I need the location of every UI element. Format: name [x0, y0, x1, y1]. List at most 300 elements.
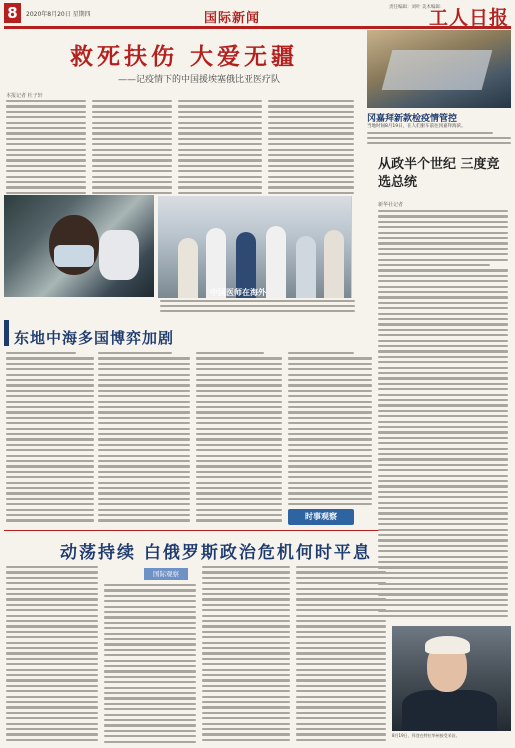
text-line [92, 165, 172, 167]
text-line [378, 518, 508, 520]
text-line [202, 696, 290, 698]
text-line [378, 210, 508, 212]
text-line [288, 417, 372, 419]
text-line [6, 519, 94, 521]
text-line [268, 122, 354, 124]
text-line [6, 625, 98, 627]
text-line [196, 498, 282, 500]
overseas-team-photo [158, 196, 352, 298]
text-line [6, 476, 94, 478]
text-line [98, 433, 190, 435]
text-line [268, 176, 354, 178]
text-line [98, 503, 190, 505]
text-line [296, 690, 386, 692]
text-line [92, 170, 172, 172]
text-line [378, 599, 508, 601]
text-line [378, 350, 508, 352]
text-line [296, 652, 386, 654]
lead-photo [4, 195, 154, 297]
text-line [98, 363, 190, 365]
text-line [6, 460, 94, 462]
page-date: 2020年8月20日 星期四 [26, 11, 91, 18]
text-line [104, 735, 196, 737]
text-line [98, 384, 190, 386]
text-line [98, 498, 190, 500]
lead-headline: 救死扶伤 大爱无疆 [70, 43, 299, 70]
text-line [6, 663, 98, 665]
portrait-caption: 8月19日，拜登在特拉华州接受采访。 [392, 733, 460, 738]
text-line [6, 706, 98, 708]
text-line [378, 237, 508, 239]
text-line [160, 310, 355, 312]
text-line [196, 352, 264, 354]
text-line [378, 264, 490, 266]
text-line [6, 165, 86, 167]
text-line [104, 676, 196, 678]
text-line [6, 598, 98, 600]
text-line [6, 401, 94, 403]
text-line [296, 663, 386, 665]
text-line [268, 170, 354, 172]
text-line [378, 437, 508, 439]
text-line [104, 606, 196, 608]
text-line [378, 291, 508, 293]
text-line [104, 670, 196, 672]
text-line [6, 100, 86, 102]
text-line [92, 122, 172, 124]
text-line [178, 143, 262, 145]
text-line [6, 438, 94, 440]
text-line [98, 411, 190, 413]
text-line [268, 149, 354, 151]
text-line [378, 442, 508, 444]
text-line [6, 111, 86, 113]
text-line [98, 352, 172, 354]
text-line [296, 712, 386, 714]
text-line [6, 170, 86, 172]
text-line [6, 582, 98, 584]
text-line [378, 604, 508, 606]
right-top-photo [367, 30, 511, 108]
text-line [178, 138, 262, 140]
text-line [296, 733, 386, 735]
text-line [378, 453, 508, 455]
text-line [98, 422, 190, 424]
text-line [6, 116, 86, 118]
text-line [104, 595, 196, 597]
text-line [196, 449, 282, 451]
feature-byline: 新华社记者 [378, 202, 404, 208]
text-line [378, 248, 508, 250]
text-line [178, 170, 262, 172]
text-line [6, 566, 98, 568]
text-line [92, 132, 172, 134]
text-line [98, 357, 190, 359]
text-line [6, 449, 94, 451]
text-line [378, 383, 508, 385]
text-line [268, 132, 354, 134]
text-line [202, 598, 290, 600]
text-line [378, 356, 508, 358]
text-line [378, 561, 508, 563]
text-line [288, 374, 372, 376]
text-line [202, 701, 290, 703]
text-line [378, 550, 508, 552]
text-line [268, 127, 354, 129]
text-line [202, 669, 290, 671]
text-line [378, 529, 508, 531]
text-line [202, 706, 290, 708]
text-line [6, 132, 86, 134]
text-line [178, 100, 262, 102]
text-line [296, 669, 386, 671]
text-line [268, 154, 354, 156]
text-line [104, 697, 196, 699]
text-line [296, 696, 386, 698]
text-line [6, 455, 94, 457]
text-line [378, 377, 508, 379]
text-line [202, 663, 290, 665]
text-line [6, 363, 94, 365]
text-line [288, 449, 372, 451]
text-line [378, 421, 508, 423]
text-line [92, 186, 172, 188]
text-line [202, 690, 290, 692]
text-line [378, 577, 508, 579]
text-line [160, 300, 355, 302]
text-line [378, 426, 508, 428]
text-line [98, 465, 190, 467]
text-line [296, 636, 386, 638]
text-line [296, 701, 386, 703]
text-line [288, 444, 372, 446]
text-line [296, 706, 386, 708]
text-line [288, 476, 372, 478]
text-line [178, 181, 262, 183]
bottom-headline: 动荡持续 白俄罗斯政治危机何时平息 [60, 543, 372, 563]
text-line [6, 122, 86, 124]
text-line [104, 654, 196, 656]
text-line [268, 105, 354, 107]
text-line [178, 154, 262, 156]
text-line [98, 428, 190, 430]
text-line [196, 406, 282, 408]
text-line [6, 652, 98, 654]
text-line [378, 313, 508, 315]
text-line [6, 368, 94, 370]
text-line [6, 642, 98, 644]
text-line [98, 401, 190, 403]
text-line [202, 717, 290, 719]
text-line [6, 143, 86, 145]
text-line [6, 577, 98, 579]
text-line [378, 583, 508, 585]
text-line [98, 395, 190, 397]
text-line [202, 647, 290, 649]
text-line [288, 406, 372, 408]
text-line [104, 638, 196, 640]
text-line [288, 411, 372, 413]
text-line [6, 723, 98, 725]
text-line [378, 323, 508, 325]
text-line [6, 186, 86, 188]
text-line [378, 280, 508, 282]
text-line [6, 588, 98, 590]
text-line [296, 604, 386, 606]
text-line [202, 571, 290, 573]
text-line [378, 253, 508, 255]
text-line [98, 487, 190, 489]
text-line [196, 476, 282, 478]
text-line [268, 186, 354, 188]
text-line [202, 733, 290, 735]
text-line [92, 111, 172, 113]
text-line [378, 448, 508, 450]
text-line [296, 723, 386, 725]
text-line [104, 649, 196, 651]
text-line [92, 176, 172, 178]
text-line [378, 512, 508, 514]
text-line [378, 372, 508, 374]
text-line [6, 492, 94, 494]
text-line [6, 487, 94, 489]
text-line [6, 176, 86, 178]
text-line [104, 589, 196, 591]
text-line [296, 609, 386, 611]
text-line [196, 390, 282, 392]
text-line [378, 485, 508, 487]
text-line [6, 384, 94, 386]
text-line [6, 593, 98, 595]
text-line [288, 487, 372, 489]
text-line [202, 625, 290, 627]
text-line [6, 417, 94, 419]
text-line [98, 460, 190, 462]
text-line [296, 582, 386, 584]
text-line [104, 584, 196, 586]
text-line [378, 232, 508, 234]
text-line [6, 503, 94, 505]
text-line [268, 116, 354, 118]
text-line [6, 390, 94, 392]
text-line [6, 679, 98, 681]
photo-label: 中国医师在海外 [210, 288, 266, 297]
text-line [6, 428, 94, 430]
text-line [288, 384, 372, 386]
text-line [378, 345, 508, 347]
second-headline: 东地中海多国博弈加剧 [14, 329, 175, 347]
text-line [92, 116, 172, 118]
text-line [178, 176, 262, 178]
text-line [196, 433, 282, 435]
text-line [178, 159, 262, 161]
text-line [6, 149, 86, 151]
text-line [6, 620, 98, 622]
text-line [92, 105, 172, 107]
text-line [296, 685, 386, 687]
text-line [202, 566, 290, 568]
text-line [196, 422, 282, 424]
portrait-photo [392, 626, 511, 731]
text-line [378, 615, 508, 617]
text-line [178, 116, 262, 118]
text-line [104, 703, 196, 705]
text-line [202, 582, 290, 584]
text-line [196, 509, 282, 511]
section-bar [4, 320, 9, 346]
text-line [6, 374, 94, 376]
text-line [178, 132, 262, 134]
text-line [378, 275, 508, 277]
text-line [6, 631, 98, 633]
text-line [196, 438, 282, 440]
text-line [202, 588, 290, 590]
text-line [378, 458, 508, 460]
text-line [378, 572, 508, 574]
text-line [98, 482, 190, 484]
text-line [202, 739, 290, 741]
text-line [6, 690, 98, 692]
text-line [196, 460, 282, 462]
text-line [92, 154, 172, 156]
text-line [378, 394, 508, 396]
text-line [6, 733, 98, 735]
text-line [288, 363, 372, 365]
text-line [296, 620, 386, 622]
text-line [178, 127, 262, 129]
text-line [202, 685, 290, 687]
text-line [104, 719, 196, 721]
text-line [378, 399, 508, 401]
text-line [378, 221, 508, 223]
text-line [367, 137, 511, 139]
text-line [296, 631, 386, 633]
text-line [288, 379, 372, 381]
text-line [196, 395, 282, 397]
text-line [104, 600, 196, 602]
text-line [268, 181, 354, 183]
text-line [196, 379, 282, 381]
text-line [378, 302, 508, 304]
text-line [92, 181, 172, 183]
text-line [296, 647, 386, 649]
text-line [92, 138, 172, 140]
text-line [288, 401, 372, 403]
text-line [92, 127, 172, 129]
text-line [288, 390, 372, 392]
text-line [268, 192, 354, 194]
text-line [98, 514, 190, 516]
text-line [202, 728, 290, 730]
text-line [378, 296, 508, 298]
text-line [296, 625, 386, 627]
text-line [378, 340, 508, 342]
text-line [98, 519, 190, 521]
text-line [296, 593, 386, 595]
text-line [296, 674, 386, 676]
text-line [288, 460, 372, 462]
analysis-badge: 国际观察 [144, 568, 188, 580]
text-line [178, 111, 262, 113]
lead-subheadline: ——记疫情下的中国援埃塞俄比亚医疗队 [118, 75, 281, 85]
editor-meta: 责任编辑：刘叶 美术编辑： [389, 5, 445, 10]
text-line [378, 610, 508, 612]
text-line [378, 286, 508, 288]
text-line [6, 482, 94, 484]
text-line [92, 100, 172, 102]
text-line [104, 692, 196, 694]
text-line [378, 523, 508, 525]
text-line [196, 417, 282, 419]
text-line [288, 482, 372, 484]
text-line [6, 674, 98, 676]
text-line [6, 471, 94, 473]
text-line [202, 593, 290, 595]
text-line [98, 492, 190, 494]
text-line [104, 622, 196, 624]
text-line [6, 696, 98, 698]
page-header [4, 3, 511, 29]
text-line [202, 679, 290, 681]
text-line [92, 143, 172, 145]
text-line [196, 363, 282, 365]
text-line [367, 132, 493, 134]
text-line [6, 192, 86, 194]
text-line [196, 384, 282, 386]
text-line [104, 660, 196, 662]
text-line [378, 242, 508, 244]
text-line [178, 186, 262, 188]
text-line [378, 226, 508, 228]
text-line [378, 480, 508, 482]
text-line [288, 428, 372, 430]
text-line [6, 658, 98, 660]
text-line [6, 647, 98, 649]
text-line [178, 165, 262, 167]
text-line [6, 712, 98, 714]
text-line [104, 730, 196, 732]
text-line [196, 357, 282, 359]
text-line [196, 514, 282, 516]
text-line [378, 566, 508, 568]
text-line [378, 367, 508, 369]
text-line [202, 652, 290, 654]
text-line [92, 149, 172, 151]
text-line [98, 455, 190, 457]
text-line [378, 491, 508, 493]
text-line [196, 411, 282, 413]
text-line [378, 469, 508, 471]
text-line [6, 509, 94, 511]
text-line [6, 685, 98, 687]
text-line [202, 642, 290, 644]
text-line [288, 503, 372, 505]
text-line [378, 361, 508, 363]
text-line [196, 482, 282, 484]
text-line [268, 165, 354, 167]
text-line [202, 631, 290, 633]
text-line [378, 496, 508, 498]
text-line [202, 604, 290, 606]
text-line [98, 471, 190, 473]
text-line [288, 357, 372, 359]
text-line [378, 475, 508, 477]
text-line [6, 433, 94, 435]
text-line [288, 438, 372, 440]
text-line [196, 444, 282, 446]
text-line [104, 665, 196, 667]
text-line [92, 192, 172, 194]
